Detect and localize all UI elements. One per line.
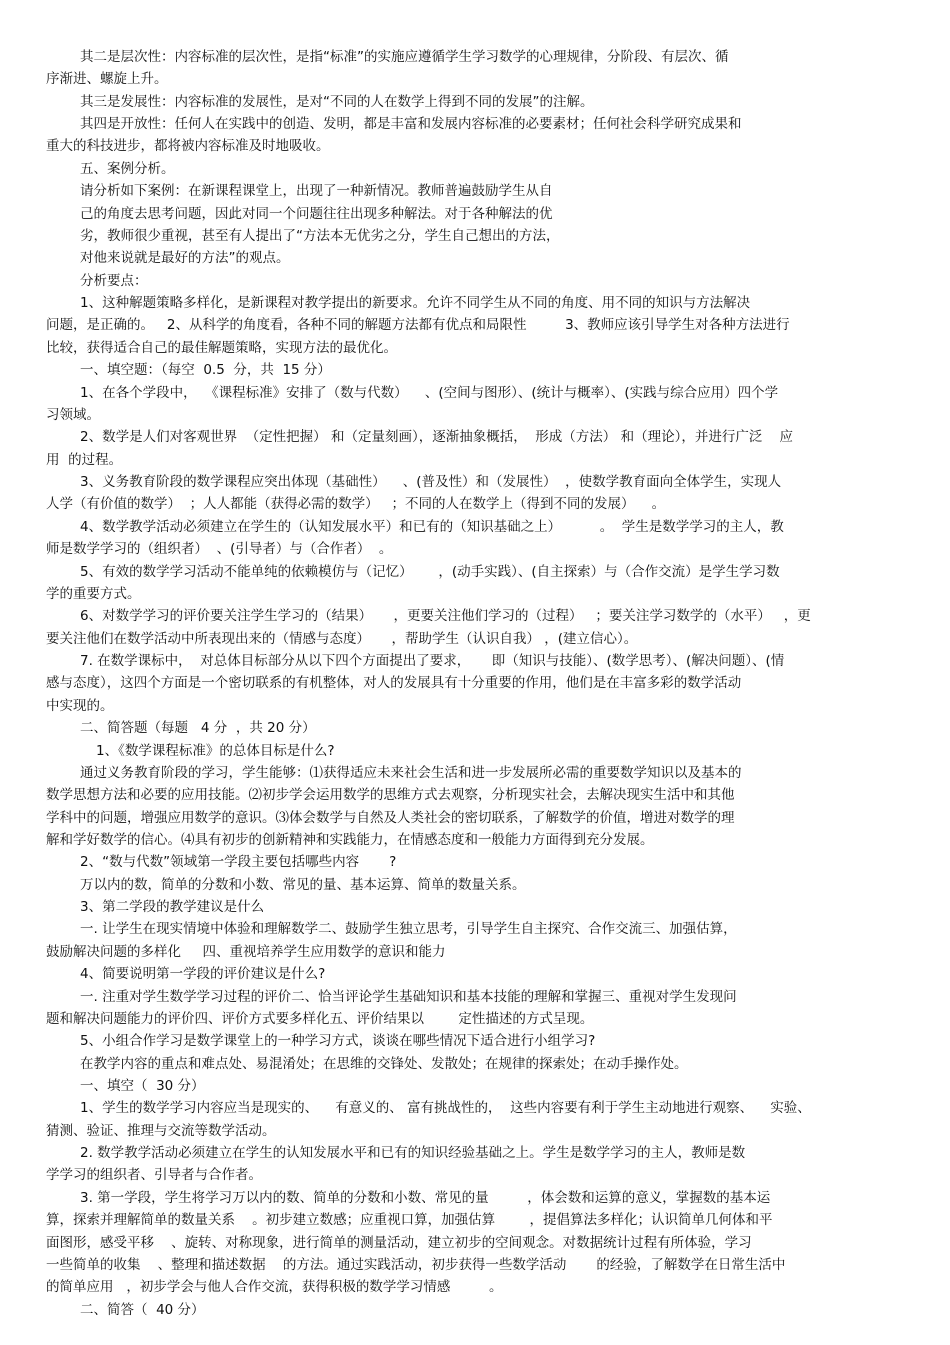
text-line: 请分析如下案例：在新课程课堂上，出现了一种新情况。教师普遍鼓励学生从自 [80,183,553,199]
text-line: 猜测、验证、推理与交流等数学活动。 [46,1123,276,1139]
section-heading: 二、简答题（每题 4 分 ，共 20 分） [80,720,316,736]
text-line: 题和解决问题能力的评价四、评价方式要多样化五、评价结果以 定性描述的方式呈现。 [46,1011,594,1027]
question-line: 5、小组合作学习是数学课堂上的一种学习方式，谈谈在哪些情况下适合进行小组学习? [80,1033,596,1049]
text-line: 问题，是正确的。 2、从科学的角度看，各种不同的解题方法都有优点和局限性 3、教师应该引导学生对各种方法进行 [46,317,790,333]
text-line: 比较，获得适合自己的最佳解题策略，实现方法的最优化。 [46,340,397,356]
text-line: 对他来说就是最好的方法”的观点。 [80,250,290,266]
text-line: 学的重要方式。 [46,586,141,602]
text-line: 4、数学教学活动必须建立在学生的（认知发展水平）和已有的（知识基础之上） 。 学生是数学学习的主人，教 [80,519,784,535]
text-line: 万以内的数，简单的分数和小数、常见的量、基本运算、简单的数量关系。 [80,877,526,893]
text-line: 6、对数学学习的评价要关注学生学习的（结果） ，更要关注他们学习的（过程） ；要关注学习数学的（水平） ，更 [80,608,811,624]
text-line: 用 的过程。 [46,452,123,468]
text-line: 的简单应用 ，初步学会与他人合作交流，获得积极的数学学习情感 。 [46,1279,503,1295]
section-heading: 二、简答（ 40 分） [80,1302,205,1318]
section-heading: 一、填空题：（每空 0.5 分，共 15 分） [80,362,331,378]
text-line: 一些简单的收集 、整理和描述数据 的方法。通过实践活动，初步获得一些数学活动 的经验，了解数学在日常生活中 [46,1257,786,1273]
text-line: 己的角度去思考问题，因此对同一个问题往往出现多种解法。对于各种解法的优 [80,206,553,222]
text-line: 中实现的。 [46,698,114,714]
question-line: 2、“数与代数”领域第一学段主要包括哪些内容 ? [80,854,397,870]
question-line: 1、《数学课程标准》的总体目标是什么? [96,743,335,759]
text-line: 分析要点： [80,273,148,289]
text-line: 劣，教师很少重视，甚至有人提出了“方法本无优劣之分，学生自己想出的方法， [80,228,560,244]
question-line: 4、简要说明第一学段的评价建议是什么? [80,966,326,982]
text-line: 习领域。 [46,407,100,423]
text-line: 解和学好数学的信心。⑷具有初步的创新精神和实践能力，在情感态度和一般能力方面得到充分发展。 [46,832,654,848]
section-heading: 一、填空（ 30 分） [80,1078,205,1094]
text-line: 7. 在数学课标中， 对总体目标部分从以下四个方面提出了要求， 即（知识与技能）、(数学思考）、(解决问题）、(情 [80,653,785,669]
text-line: 其三是发展性：内容标准的发展性，是对“不同的人在数学上得到不同的发展”的注解。 [80,94,594,110]
text-line: 要关注他们在数学活动中所表现出来的（情感与态度） ，帮助学生（认识自我） ，(建立信心）。 [46,631,638,647]
text-line: 人学（有价值的数学） ；人人都能（获得必需的数学） ；不同的人在数学上（得到不同的发展） 。 [46,496,666,512]
text-line: 其二是层次性：内容标准的层次性，是指“标准”的实施应遵循学生学习数学的心理规律，分阶段、有层次、循 [80,49,729,65]
text-line: 重大的科技进步，都将被内容标准及时地吸收。 [46,138,330,154]
text-line: 师是数学学习的（组织者） 、(引导者）与（合作者） 。 [46,541,393,557]
text-line: 一. 注重对学生数学学习过程的评价二、恰当评论学生基础知识和基本技能的理解和掌握三、重视对学生发现问 [80,989,737,1005]
text-line: 算，探索并理解简单的数量关系 。初步建立数感；应重视口算，加强估算 ，提倡算法多样化；认识简单几何体和平 [46,1212,773,1228]
text-line: 通过义务教育阶段的学习，学生能够：⑴获得适应未来社会生活和进一步发展所必需的重要数学知识以及基本的 [80,765,742,781]
text-line: 感与态度），这四个方面是一个密切联系的有机整体，对人的发展具有十分重要的作用，他们是在丰富多彩的数学活动 [46,675,742,691]
text-line: 3、义务教育阶段的数学课程应突出体现（基础性） 、(普及性）和（发展性） ，使数学教育面向全体学生，实现人 [80,474,782,490]
text-line: 一. 让学生在现实情境中体验和理解数学二、鼓励学生独立思考，引导学生自主探究、合作交流三、加强估算， [80,921,737,937]
text-line: 在教学内容的重点和难点处、易混淆处；在思维的交锋处、发散处；在规律的探索处；在动手操作处。 [80,1056,688,1072]
text-line: 2. 数学教学活动必须建立在学生的认知发展水平和已有的知识经验基础之上。学生是数学学习的主人，教师是数 [80,1145,746,1161]
text-line: 学科中的问题，增强应用数学的意识。⑶体会数学与自然及人类社会的密切联系，了解数学的价值，增进对数学的理 [46,810,735,826]
text-line: 数学思想方法和必要的应用技能。⑵初步学会运用数学的思维方式去观察，分析现实社会，去解决现实生活中和其他 [46,787,735,803]
text-line: 1、学生的数学学习内容应当是现实的、 有意义的、 富有挑战性的， 这些内容要有利于学生主动地进行观察、 实验、 [80,1100,811,1116]
text-line: 5、有效的数学学习活动不能单纯的依赖模仿与（记忆） ，(动手实践）、(自主探索）与（合作交流）是学生学习数 [80,564,780,580]
text-line: 其四是开放性：任何人在实践中的创造、发明，都是丰富和发展内容标准的必要素材；任何社会科学研究成果和 [80,116,742,132]
question-line: 3、第二学段的教学建议是什么 [80,899,265,915]
text-line: 1、这种解题策略多样化，是新课程对教学提出的新要求。允许不同学生从不同的角度、用不同的知识与方法解决 [80,295,751,311]
text-line: 1、在各个学段中， 《课程标准》安排了（数与代数） 、(空间与图形）、(统计与概率）、(实践与综合应用）四个学 [80,385,779,401]
section-heading: 五、案例分析。 [80,161,175,177]
text-line: 3. 第一学段，学生将学习万以内的数、简单的分数和小数、常见的量 ，体会数和运算的意义，掌握数的基本运 [80,1190,771,1206]
text-line: 面图形，感受平移 、旋转、对称现象，进行简单的测量活动，建立初步的空间观念。对数据统计过程有所体验，学习 [46,1235,752,1251]
text-line: 鼓励解决问题的多样化 四、重视培养学生应用数学的意识和能力 [46,944,446,960]
text-line: 序渐进、螺旋上升。 [46,71,168,87]
text-line: 学学习的组织者、引导者与合作者。 [46,1167,262,1183]
text-line: 2、数学是人们对客观世界 （定性把握） 和（定量刻画），逐渐抽象概括， 形成（方法） 和（理论），并进行广泛 应 [80,429,794,445]
